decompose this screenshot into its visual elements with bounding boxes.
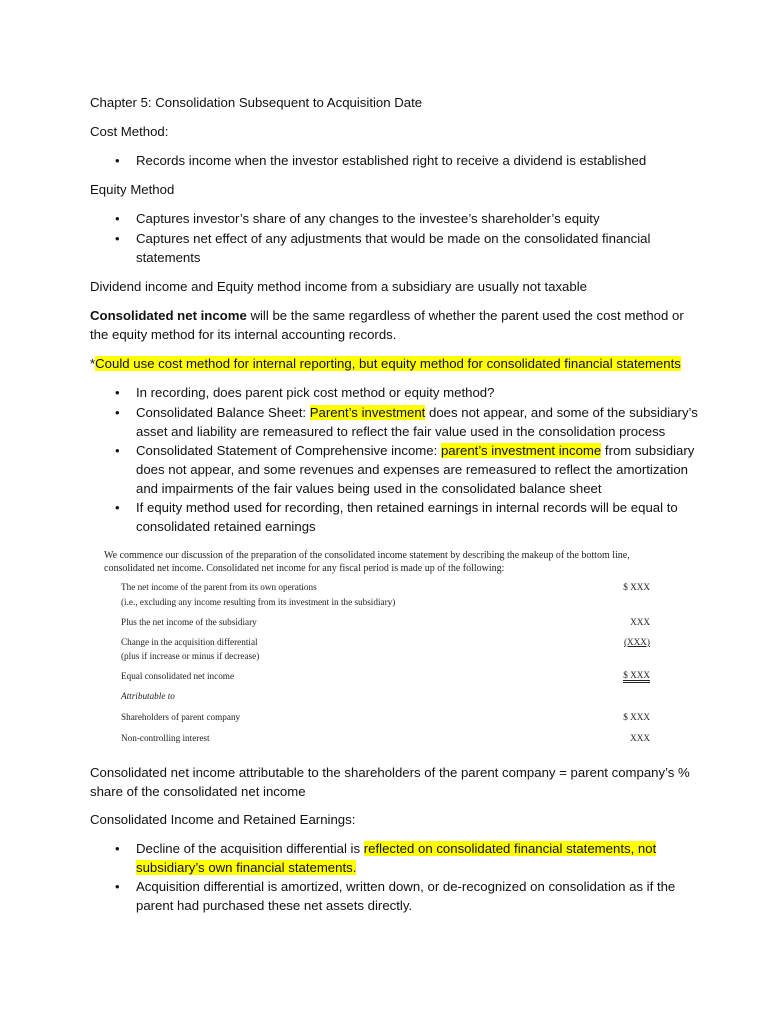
cost-method-heading: Cost Method: — [90, 124, 169, 139]
income-retained-earnings-heading: Consolidated Income and Retained Earnings: — [90, 812, 356, 827]
decline-text: Decline of the acquisition differential is — [136, 841, 364, 856]
cni-text: will be the same regardless of whether the parent used the cost method or — [246, 308, 684, 323]
recording-bullet: In recording, does parent pick cost method or equity method? — [136, 385, 495, 400]
highlighted-note — [90, 354, 681, 373]
dividend-note: Dividend income and Equity method income from a subsidiary are usually not taxable — [90, 279, 587, 294]
excerpt-row-parent-income-note: (i.e., excluding any income resulting from its investment in the subsidiary) — [121, 597, 396, 607]
comprehensive-income-bullet-line-1 — [136, 441, 694, 460]
excerpt-row-parent-income: The net income of the parent from its own operations — [121, 582, 317, 592]
attributable-paragraph-line-1: Consolidated net income attributable to the shareholders of the parent company = parent company’s % — [90, 765, 690, 780]
chapter-title: Chapter 5: Consolidation Subsequent to Acquisition Date — [90, 95, 423, 110]
excerpt-value: XXX — [630, 733, 650, 743]
investment-income-highlight: parent’s investment income — [440, 443, 602, 458]
excerpt-value: $ XXX — [623, 582, 650, 592]
excerpt-value: $ XXX — [623, 712, 650, 722]
bullet-icon: • — [115, 879, 120, 894]
excerpt-row-acquisition-differential: Change in the acquisition differential — [121, 637, 258, 647]
balance-sheet-bullet-line-2: asset and liability are remeasured to reflect the fair value used in the consolidation process — [136, 424, 666, 439]
excerpt-row-parent-shareholders: Shareholders of parent company — [121, 712, 241, 722]
bullet-icon: • — [115, 231, 120, 246]
bullet-icon: • — [115, 211, 120, 226]
cni-paragraph-line-1 — [90, 306, 684, 325]
excerpt-value: XXX — [630, 617, 650, 627]
comprehensive-income-text: from subsidiary — [601, 443, 695, 458]
decline-bullet-line-2 — [136, 858, 356, 877]
cni-bold-term: Consolidated net income — [90, 308, 247, 323]
amortized-bullet-line-1: Acquisition differential is amortized, written down, or de-recognized on consolidation as if the — [136, 879, 676, 894]
excerpt-intro-line-2: consolidated net income. Consolidated net income for any fiscal period is made up of the following: — [104, 563, 505, 574]
bullet-icon: • — [115, 385, 120, 400]
note-highlight: Could use cost method for internal reporting, but equity method for consolidated financial statements — [95, 356, 681, 371]
bullet-icon: • — [115, 153, 120, 168]
bullet-icon: • — [115, 500, 120, 515]
decline-bullet-line-1 — [136, 839, 656, 858]
textbook-excerpt-image — [100, 548, 660, 748]
note-star: * — [90, 356, 96, 371]
equity-method-heading: Equity Method — [90, 182, 175, 197]
excerpt-row-non-controlling-interest: Non-controlling interest — [121, 733, 210, 743]
bullet-icon: • — [115, 841, 120, 856]
bullet-icon: • — [115, 443, 120, 458]
retained-earnings-bullet-line-1: If equity method used for recording, then retained earnings in internal records will be equal to — [136, 500, 678, 515]
excerpt-intro-line-1: We commence our discussion of the preparation of the consolidated income statement by describing the makeup of the bottom line, — [104, 550, 630, 561]
amortized-bullet-line-2: parent had purchased these net assets directly. — [136, 898, 413, 913]
retained-earnings-bullet-line-2: consolidated retained earnings — [136, 519, 316, 534]
excerpt-row-consolidated-net-income: Equal consolidated net income — [121, 671, 235, 681]
excerpt-attributable-label: Attributable to — [121, 691, 175, 701]
balance-sheet-label: Consolidated Balance Sheet: — [136, 405, 310, 420]
decline-highlight-1: reflected on consolidated financial statements, not — [363, 841, 657, 856]
excerpt-row-subsidiary-income: Plus the net income of the subsidiary — [121, 617, 257, 627]
comprehensive-income-bullet-line-3: and impairments of the fair values being used in the consolidated balance sheet — [136, 481, 602, 496]
decline-highlight-2: subsidiary’s own financial statements. — [136, 860, 357, 875]
cost-method-bullet: Records income when the investor established right to receive a dividend is established — [136, 153, 647, 168]
equity-bullet-1: Captures investor’s share of any changes to the investee’s shareholder’s equity — [136, 211, 600, 226]
excerpt-value: $ XXX — [623, 670, 650, 683]
equity-bullet-2-line-1: Captures net effect of any adjustments that would be made on the consolidated financial — [136, 231, 651, 246]
balance-sheet-bullet-line-1 — [136, 403, 698, 422]
excerpt-row-acquisition-differential-note: (plus if increase or minus if decrease) — [121, 651, 260, 661]
parent-investment-highlight: Parent’s investment — [309, 405, 426, 420]
balance-sheet-text: does not appear, and some of the subsidiary’s — [425, 405, 698, 420]
attributable-paragraph-line-2: share of the consolidated net income — [90, 784, 306, 799]
bullet-icon: • — [115, 405, 120, 420]
equity-bullet-2-line-2: statements — [136, 250, 201, 265]
cni-paragraph-line-2: the equity method for its internal accounting records. — [90, 327, 397, 342]
excerpt-value: (XXX) — [623, 637, 650, 647]
comprehensive-income-label: Consolidated Statement of Comprehensive income: — [136, 443, 441, 458]
comprehensive-income-bullet-line-2: does not appear, and some revenues and expenses are remeasured to reflect the amortization — [136, 462, 689, 477]
